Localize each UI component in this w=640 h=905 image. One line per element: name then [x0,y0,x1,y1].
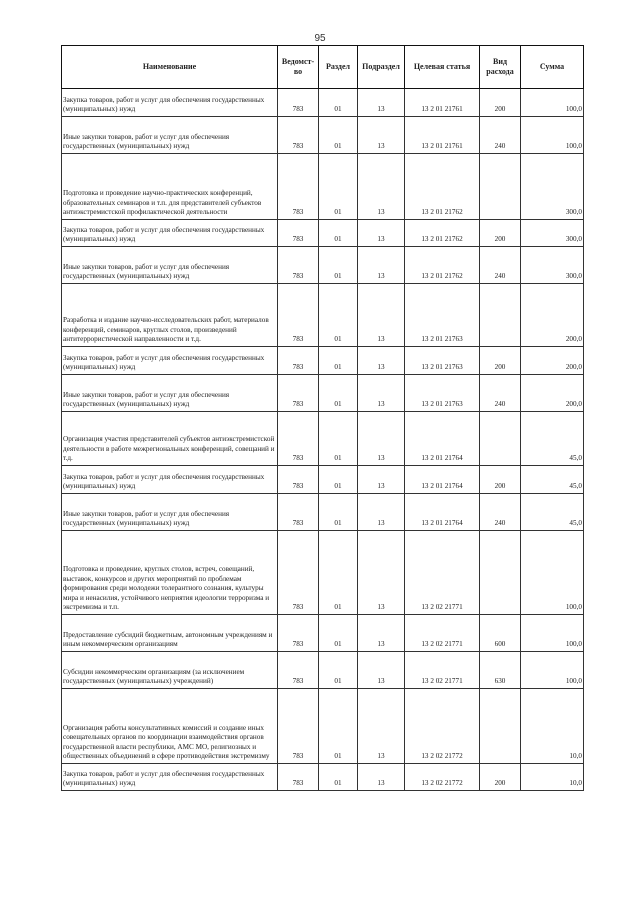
cell-vid-rashoda: 200 [480,220,521,247]
cell-summa: 100,0 [521,531,584,615]
cell-name: Подготовка и проведение, круглых столов, встреч, совещаний, выставок, конкурсов и других мероприятий по проблемам формирования среди молодежи толерантного сознания, культуры мира и ненасилия, устойчивого неприятия идеологии терроризма и экстремизма и т.п. [62,531,278,615]
cell-summa: 45,0 [521,466,584,494]
cell-vid-rashoda: 240 [480,375,521,412]
cell-celevaya-statya: 13 2 01 21762 [405,247,480,284]
cell-summa: 300,0 [521,247,584,284]
cell-vid-rashoda: 200 [480,764,521,791]
table-header-row [62,46,584,89]
cell-name: Организация работы консультативных комиссий и создание иных совещательных органов по координации взаимодействия органов государственной власти республики, АМС МО, религиозных и общественных объединений в сфере противодействия экстремизму [62,689,278,764]
cell-name: Иные закупки товаров, работ и услуг для обеспечения государственных (муниципальных) нужд [62,117,278,154]
cell-vedomstvo: 783 [278,220,319,247]
cell-razdel: 01 [319,117,358,154]
cell-razdel: 01 [319,494,358,531]
cell-vedomstvo: 783 [278,466,319,494]
cell-celevaya-statya: 13 2 02 21772 [405,764,480,791]
cell-podrazdel: 13 [358,412,405,466]
cell-summa: 100,0 [521,652,584,689]
table-row [62,247,584,284]
cell-vedomstvo: 783 [278,494,319,531]
cell-vid-rashoda [480,284,521,347]
cell-vid-rashoda: 600 [480,615,521,652]
cell-vid-rashoda [480,689,521,764]
header-razdel: Раздел [319,46,358,89]
cell-vedomstvo: 783 [278,375,319,412]
cell-summa: 200,0 [521,284,584,347]
cell-podrazdel: 13 [358,247,405,284]
table-row [62,689,584,764]
cell-razdel: 01 [319,247,358,284]
cell-name: Предоставление субсидий бюджетным, автономным учреждениям и иным некоммерческим организациям [62,615,278,652]
cell-vedomstvo: 783 [278,247,319,284]
cell-celevaya-statya: 13 2 01 21763 [405,347,480,375]
cell-summa: 300,0 [521,154,584,220]
cell-celevaya-statya: 13 2 01 21764 [405,412,480,466]
cell-celevaya-statya: 13 2 02 21771 [405,615,480,652]
cell-name: Закупка товаров, работ и услуг для обеспечения государственных (муниципальных) нужд [62,89,278,117]
table-row [62,615,584,652]
table-row [62,154,584,220]
cell-celevaya-statya: 13 2 02 21772 [405,689,480,764]
cell-name: Иные закупки товаров, работ и услуг для обеспечения государственных (муниципальных) нужд [62,494,278,531]
cell-podrazdel: 13 [358,154,405,220]
cell-summa: 45,0 [521,412,584,466]
cell-vedomstvo: 783 [278,89,319,117]
cell-summa: 100,0 [521,615,584,652]
cell-summa: 200,0 [521,375,584,412]
table-row [62,531,584,615]
cell-razdel: 01 [319,154,358,220]
cell-vedomstvo: 783 [278,615,319,652]
table-row [62,494,584,531]
cell-podrazdel: 13 [358,284,405,347]
cell-podrazdel: 13 [358,531,405,615]
cell-vedomstvo: 783 [278,347,319,375]
table-row [62,284,584,347]
cell-razdel: 01 [319,89,358,117]
cell-razdel: 01 [319,764,358,791]
cell-name: Закупка товаров, работ и услуг для обеспечения государственных (муниципальных) нужд [62,466,278,494]
cell-name: Закупка товаров, работ и услуг для обеспечения государственных (муниципальных) нужд [62,764,278,791]
cell-summa: 10,0 [521,764,584,791]
cell-vedomstvo: 783 [278,284,319,347]
header-summa: Сумма [521,46,584,89]
cell-name: Субсидии некоммерческим организациям (за исключением государственных (муниципальных) учреждений) [62,652,278,689]
cell-summa: 10,0 [521,689,584,764]
cell-vedomstvo: 783 [278,412,319,466]
cell-celevaya-statya: 13 2 01 21763 [405,284,480,347]
cell-podrazdel: 13 [358,615,405,652]
cell-celevaya-statya: 13 2 01 21761 [405,117,480,154]
cell-vid-rashoda: 240 [480,117,521,154]
cell-podrazdel: 13 [358,466,405,494]
cell-podrazdel: 13 [358,689,405,764]
budget-table [61,45,584,791]
header-vedomstvo: Ведомст-во [278,46,319,89]
cell-razdel: 01 [319,689,358,764]
cell-razdel: 01 [319,615,358,652]
cell-name: Разработка и издание научно-исследовательских работ, материалов конференций, семинаров, круглых столов, произведений антитеррористической направленности и т.д. [62,284,278,347]
cell-vid-rashoda: 200 [480,347,521,375]
cell-vid-rashoda: 240 [480,247,521,284]
cell-podrazdel: 13 [358,347,405,375]
table-row [62,652,584,689]
cell-summa: 45,0 [521,494,584,531]
cell-podrazdel: 13 [358,494,405,531]
cell-summa: 100,0 [521,117,584,154]
cell-razdel: 01 [319,652,358,689]
cell-razdel: 01 [319,531,358,615]
cell-podrazdel: 13 [358,652,405,689]
cell-vedomstvo: 783 [278,689,319,764]
cell-celevaya-statya: 13 2 01 21762 [405,154,480,220]
cell-celevaya-statya: 13 2 01 21764 [405,466,480,494]
cell-celevaya-statya: 13 2 01 21762 [405,220,480,247]
cell-razdel: 01 [319,375,358,412]
cell-podrazdel: 13 [358,764,405,791]
table-row [62,89,584,117]
table-body [62,89,584,791]
table-row [62,466,584,494]
header-celevaya-statya: Целевая статья [405,46,480,89]
cell-podrazdel: 13 [358,220,405,247]
cell-vid-rashoda [480,412,521,466]
cell-celevaya-statya: 13 2 01 21764 [405,494,480,531]
cell-podrazdel: 13 [358,89,405,117]
cell-name: Подготовка и проведение научно-практических конференций, образовательных семинаров и т.п. для представителей субъектов антиэкстремистской профилактической деятельности [62,154,278,220]
table-row [62,347,584,375]
cell-razdel: 01 [319,466,358,494]
cell-vedomstvo: 783 [278,652,319,689]
header-vid-rashoda: Вид расхода [480,46,521,89]
table-row [62,412,584,466]
cell-name: Иные закупки товаров, работ и услуг для обеспечения государственных (муниципальных) нужд [62,247,278,284]
cell-podrazdel: 13 [358,117,405,154]
cell-vid-rashoda [480,531,521,615]
cell-name: Организация участия представителей субъектов антиэкстремистской деятельности в работе межрегиональных конференций, совещаний и т.д. [62,412,278,466]
table-row [62,220,584,247]
cell-name: Закупка товаров, работ и услуг для обеспечения государственных (муниципальных) нужд [62,347,278,375]
header-name: Наименование [62,46,278,89]
cell-summa: 300,0 [521,220,584,247]
header-podrazdel: Подраздел [358,46,405,89]
cell-vid-rashoda [480,154,521,220]
table-row [62,117,584,154]
cell-summa: 100,0 [521,89,584,117]
cell-podrazdel: 13 [358,375,405,412]
cell-razdel: 01 [319,412,358,466]
cell-vedomstvo: 783 [278,531,319,615]
cell-celevaya-statya: 13 2 01 21763 [405,375,480,412]
cell-celevaya-statya: 13 2 01 21761 [405,89,480,117]
cell-summa: 200,0 [521,347,584,375]
cell-razdel: 01 [319,347,358,375]
cell-vedomstvo: 783 [278,764,319,791]
cell-celevaya-statya: 13 2 02 21771 [405,531,480,615]
cell-vid-rashoda: 240 [480,494,521,531]
table-row [62,375,584,412]
cell-name: Закупка товаров, работ и услуг для обеспечения государственных (муниципальных) нужд [62,220,278,247]
cell-vid-rashoda: 630 [480,652,521,689]
cell-vid-rashoda: 200 [480,89,521,117]
table-row [62,764,584,791]
cell-vedomstvo: 783 [278,117,319,154]
cell-vid-rashoda: 200 [480,466,521,494]
cell-celevaya-statya: 13 2 02 21771 [405,652,480,689]
cell-razdel: 01 [319,220,358,247]
cell-vedomstvo: 783 [278,154,319,220]
cell-name: Иные закупки товаров, работ и услуг для обеспечения государственных (муниципальных) нужд [62,375,278,412]
page-number: 95 [314,33,326,44]
cell-razdel: 01 [319,284,358,347]
